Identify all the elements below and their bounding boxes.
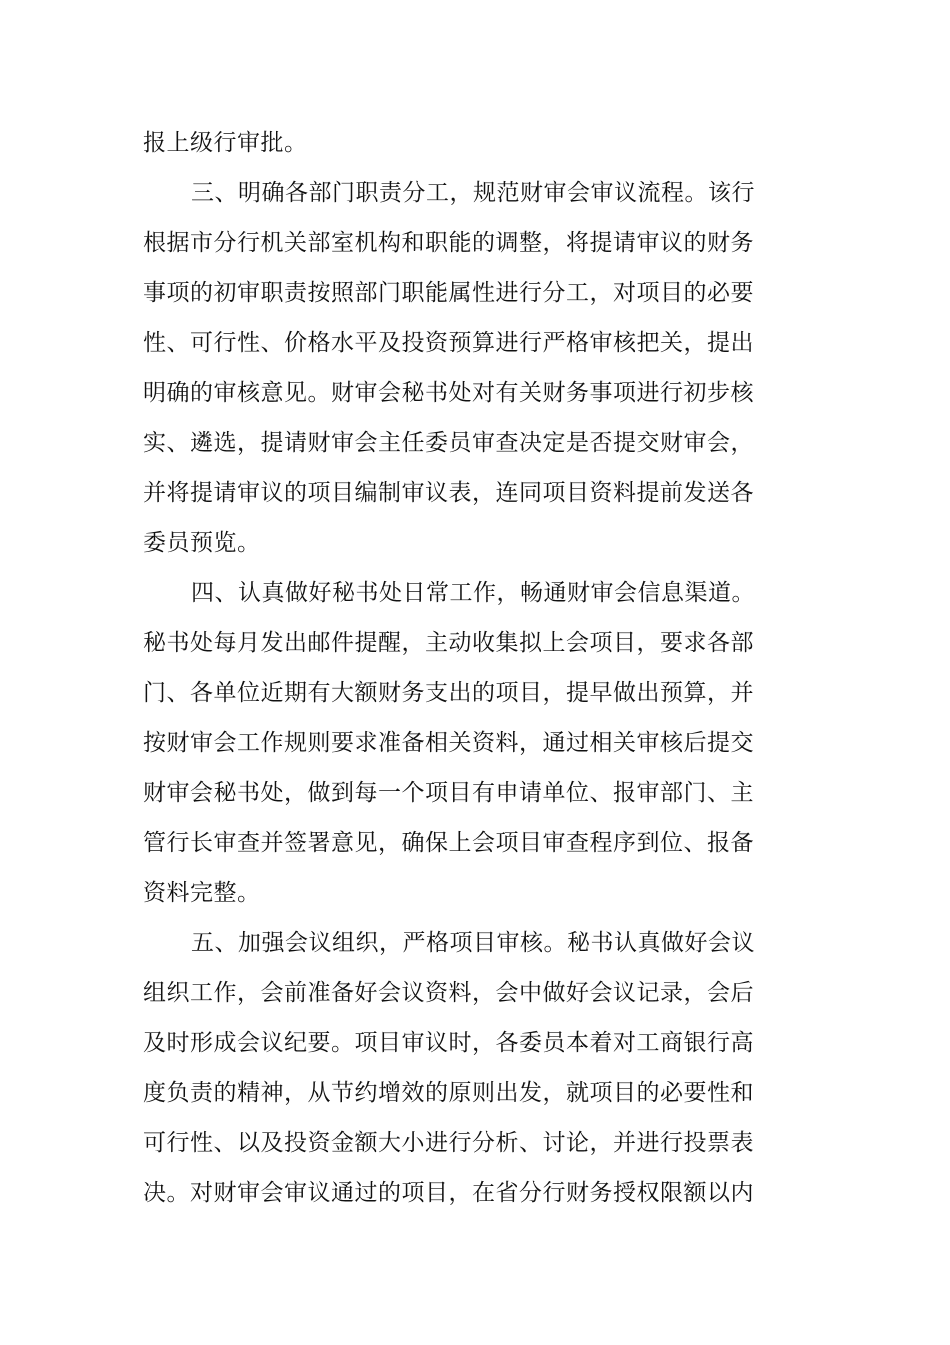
text-line: 可行性、以及投资金额大小进行分析、讨论，并进行投票表 [143,1130,754,1156]
text-line: 决。对财审会审议通过的项目，在省分行财务授权限额以内 [143,1180,754,1206]
text-line: 并将提请审议的项目编制审议表，连同项目资料提前发送各 [143,480,754,506]
text-line: 按财审会工作规则要求准备相关资料，通过相关审核后提交 [143,730,754,756]
text-line: 秘书处每月发出邮件提醒，主动收集拟上会项目，要求各部 [143,630,754,656]
text-line: 资料完整。 [143,880,261,906]
text-line: 组织工作，会前准备好会议资料，会中做好会议记录，会后 [143,980,754,1006]
text-line: 报上级行审批。 [143,130,308,156]
document-body [143,118,755,1218]
text-line: 度负责的精神，从节约增效的原则出发，就项目的必要性和 [143,1080,754,1106]
text-line: 管行长审查并签署意见，确保上会项目审查程序到位、报备 [143,830,754,856]
text-line: 根据市分行机关部室机构和职能的调整，将提请审议的财务 [143,230,754,256]
paragraph-four-heading-line: 四、认真做好秘书处日常工作，畅通财审会信息渠道。 [191,580,755,606]
text-line: 实、遴选，提请财审会主任委员审查决定是否提交财审会， [143,430,754,456]
text-line: 及时形成会议纪要。项目审议时，各委员本着对工商银行高 [143,1030,754,1056]
paragraph-five-heading-line: 五、加强会议组织，严格项目审核。秘书认真做好会议 [191,930,755,956]
text-line: 明确的审核意见。财审会秘书处对有关财务事项进行初步核 [143,380,754,406]
text-line: 委员预览。 [143,530,261,556]
text-line: 事项的初审职责按照部门职能属性进行分工，对项目的必要 [143,280,754,306]
text-line: 性、可行性、价格水平及投资预算进行严格审核把关，提出 [143,330,754,356]
text-line: 门、各单位近期有大额财务支出的项目，提早做出预算，并 [143,680,754,706]
paragraph-three-heading-line: 三、明确各部门职责分工，规范财审会审议流程。该行 [191,180,755,206]
text-line: 财审会秘书处，做到每一个项目有申请单位、报审部门、主 [143,780,754,806]
